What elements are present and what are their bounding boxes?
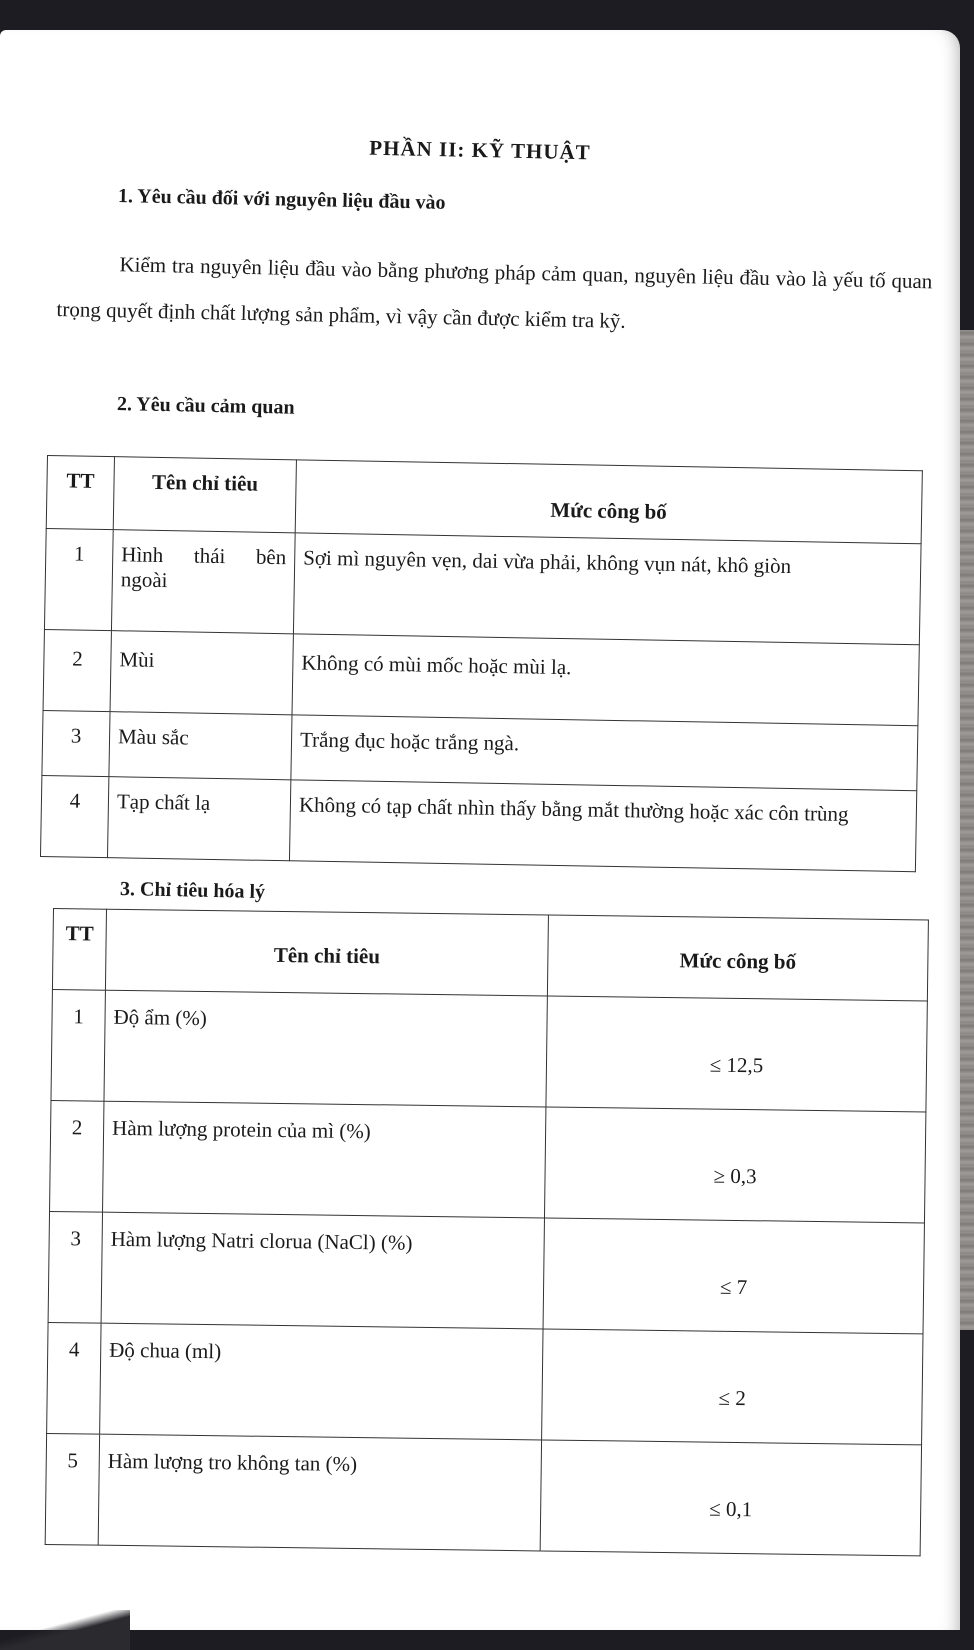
- row-tt: 2: [50, 1100, 104, 1212]
- header-tt: TT: [52, 909, 106, 991]
- table-row: [43, 629, 919, 725]
- table-row: [45, 1433, 921, 1555]
- row-tt: 1: [51, 989, 105, 1101]
- row-value: ≤ 2: [542, 1329, 923, 1445]
- row-value: ≤ 12,5: [546, 996, 927, 1112]
- row-tt: 3: [48, 1211, 102, 1323]
- row-value: ≤ 0,1: [540, 1440, 921, 1556]
- row-value: Không có tạp chất nhìn thấy bằng mắt thường hoặc xác côn trùng: [289, 780, 916, 872]
- row-tt: 3: [42, 710, 110, 776]
- row-name: Độ ẩm (%): [104, 990, 547, 1107]
- section-2-heading: 2. Yêu cầu cảm quan: [116, 393, 295, 419]
- row-value: ≥ 0,3: [544, 1107, 925, 1223]
- header-value: Mức công bố: [547, 915, 928, 1001]
- table-row: [47, 1322, 923, 1444]
- table-row: [51, 989, 927, 1111]
- part-title: PHẦN II: KỸ THUẬT: [369, 135, 591, 165]
- row-name: Tạp chất lạ: [107, 777, 290, 861]
- row-name: Màu sắc: [109, 712, 292, 780]
- row-name: Hình thái bên ngoài: [111, 530, 295, 634]
- row-name: Độ chua (ml): [100, 1323, 543, 1440]
- row-value: Trắng đục hoặc trắng ngà.: [291, 715, 918, 791]
- row-name: Hàm lượng Natri clorua (NaCl) (%): [101, 1212, 544, 1329]
- row-tt: 4: [47, 1322, 101, 1434]
- row-tt: 5: [45, 1433, 99, 1545]
- physicochemical-table: [45, 908, 929, 1556]
- row-value: ≤ 7: [543, 1218, 924, 1334]
- table-row: [44, 528, 921, 644]
- table-row: [40, 775, 916, 871]
- row-value: Không có mùi mốc hoặc mùi lạ.: [292, 634, 919, 726]
- page-corner-shadow: [0, 1610, 130, 1650]
- header-tt: TT: [46, 456, 114, 530]
- section-1-heading: 1. Yêu cầu đối với nguyên liệu đầu vào: [117, 185, 446, 214]
- row-tt: 2: [43, 629, 111, 711]
- table-header-row: [52, 909, 928, 1001]
- header-value: Mức công bố: [295, 460, 922, 544]
- section-3-heading: 3. Chỉ tiêu hóa lý: [119, 878, 266, 904]
- section-1-paragraph: Kiểm tra nguyên liệu đầu vào bằng phương pháp cảm quan, nguyên liệu đầu vào là yếu tố quan trọng quyết định chất lượng sản phẩm, vì vậy cần được kiểm tra kỹ.: [56, 252, 933, 333]
- row-value: Sợi mì nguyên vẹn, dai vừa phải, không vụn nát, khô giòn: [293, 533, 921, 645]
- table-row: [50, 1100, 926, 1222]
- row-name: Hàm lượng tro không tan (%): [98, 1434, 541, 1551]
- sensory-requirements-table: [40, 455, 923, 872]
- header-name: Tên chỉ tiêu: [105, 909, 548, 996]
- page-edge-shadow: [960, 330, 974, 1330]
- row-tt: 4: [40, 775, 108, 857]
- row-name: Hàm lượng protein của mì (%): [103, 1101, 546, 1218]
- table-row: [48, 1211, 924, 1333]
- row-name: Mùi: [110, 631, 293, 715]
- header-name: Tên chỉ tiêu: [113, 457, 296, 533]
- row-tt: 1: [44, 528, 113, 630]
